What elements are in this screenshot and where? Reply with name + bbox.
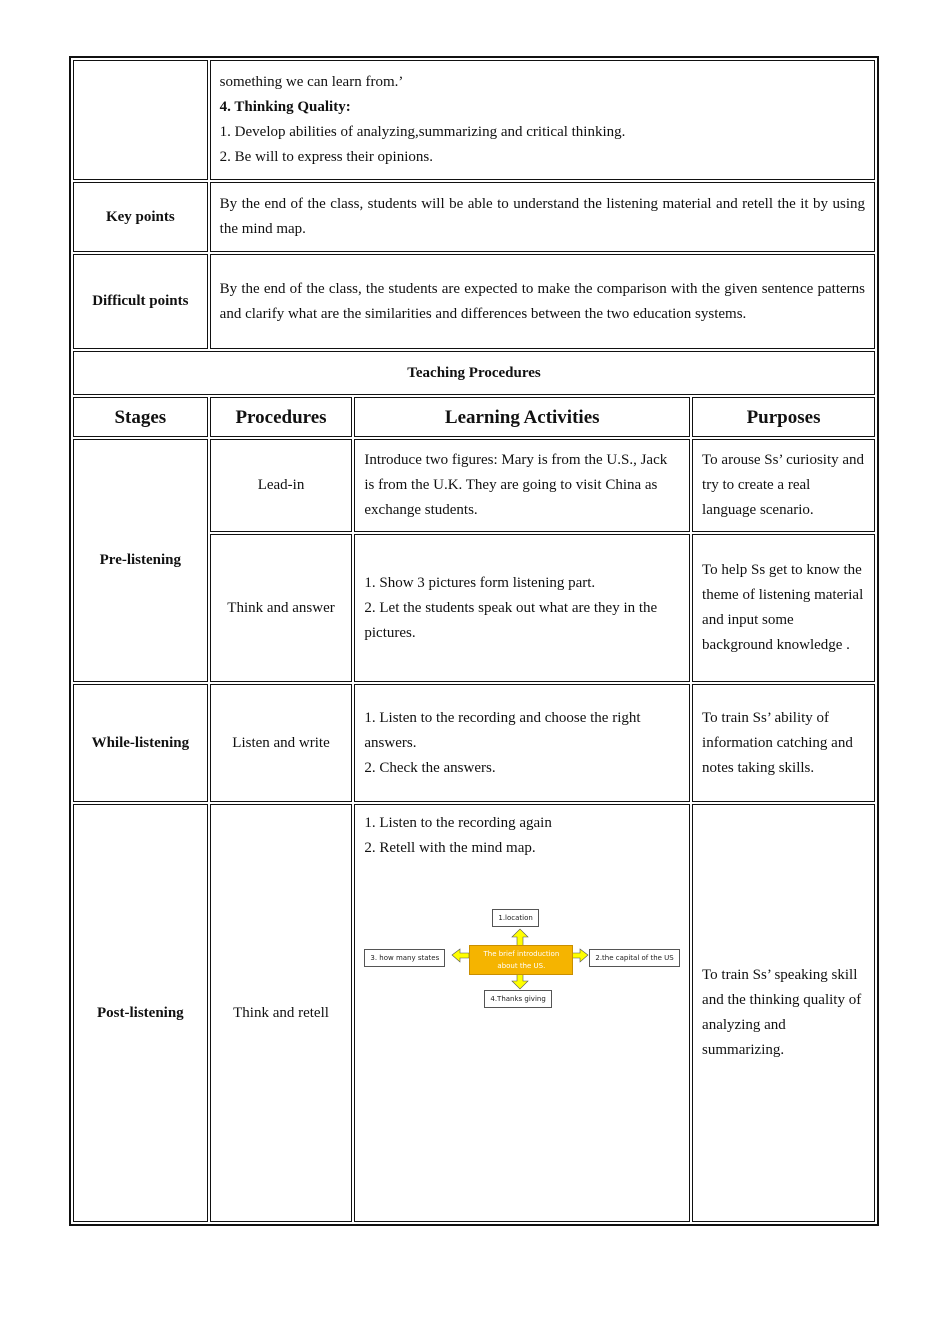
header-activities: Learning Activities [354,397,690,437]
key-points-label: Key points [73,182,208,252]
difficult-points-label: Difficult points [73,254,208,349]
header-procedures: Procedures [210,397,353,437]
mind-map-bottom: 4.Thanks giving [484,990,551,1008]
activity-post-2: 2. Retell with the mind map. [364,840,536,856]
procedure-think-retell: Think and retell [210,804,353,1222]
mind-map-right: 2.the capital of the US [589,949,679,967]
activity-leadin: Introduce two figures: Mary is from the U.S., Jack is from the U.K. They are going to visit China as exchange students. [354,439,690,532]
activity-post-1: 1. Listen to the recording again [364,815,552,831]
thinking-item-1: 1. Develop abilities of analyzing,summarizing and critical thinking. [219,124,626,140]
header-purposes: Purposes [692,397,875,437]
mind-map-center: The brief introduction about the US. [469,945,573,975]
purpose-think-answer: To help Ss get to know the theme of listening material and input some background knowledge . [692,534,875,682]
difficult-points-row [73,254,875,349]
stage-while-listening: While-listening [73,684,208,802]
activity-think-answer [354,534,690,682]
procedure-think-answer: Think and answer [210,534,353,682]
arrow-right [571,949,588,962]
procedures-title: Teaching Procedures [73,351,875,395]
thinking-quality-cell [210,60,875,180]
key-points-text: By the end of the class, students will be able to understand the listening material and retell the it by using the mind map. [210,182,875,252]
thinking-quality-row [73,60,875,180]
arrow-down [512,973,528,989]
activity-think-retell [354,804,690,1222]
key-points-row [73,182,875,252]
continued-text: something we can learn from.’ [219,74,404,90]
lesson-plan-table [69,56,879,1226]
mind-map-left: 3. how many states [364,949,445,967]
leadin-row [73,439,875,532]
mind-map [364,899,680,1019]
thinking-quality-heading: 4. Thinking Quality: [219,99,351,115]
activity-listen-write [354,684,690,802]
header-stages: Stages [73,397,208,437]
arrow-left [452,949,469,962]
header-row [73,397,875,437]
purpose-while-listening: To train Ss’ ability of information catching and notes taking skills. [692,684,875,802]
difficult-points-text: By the end of the class, the students are expected to make the comparison with the given sentence patterns and clarify what are the similarities and differences between the two education systems. [210,254,875,349]
post-listening-row [73,804,875,1222]
purpose-leadin: To arouse Ss’ curiosity and try to create a real language scenario. [692,439,875,532]
stage-post-listening: Post-listening [73,804,208,1222]
activity-while-1: 1. Listen to the recording and choose the right answers. [364,709,641,751]
procedures-title-row [73,351,875,395]
procedure-listen-write: Listen and write [210,684,353,802]
procedure-leadin: Lead-in [210,439,353,532]
activity-while-2: 2. Check the answers. [364,759,496,776]
while-listening-row [73,684,875,802]
stage-pre-listening: Pre-listening [73,439,208,682]
empty-label-cell [73,60,208,180]
thinking-item-2: 2. Be will to express their opinions. [219,149,433,165]
activity-think-2: 2. Let the students speak out what are they in the pictures. [364,599,658,641]
mind-map-top: 1.location [492,909,538,927]
purpose-post-listening: To train Ss’ speaking skill and the thinking quality of analyzing and summarizing. [692,804,875,1222]
activity-think-1: 1. Show 3 pictures form listening part. [364,574,596,591]
